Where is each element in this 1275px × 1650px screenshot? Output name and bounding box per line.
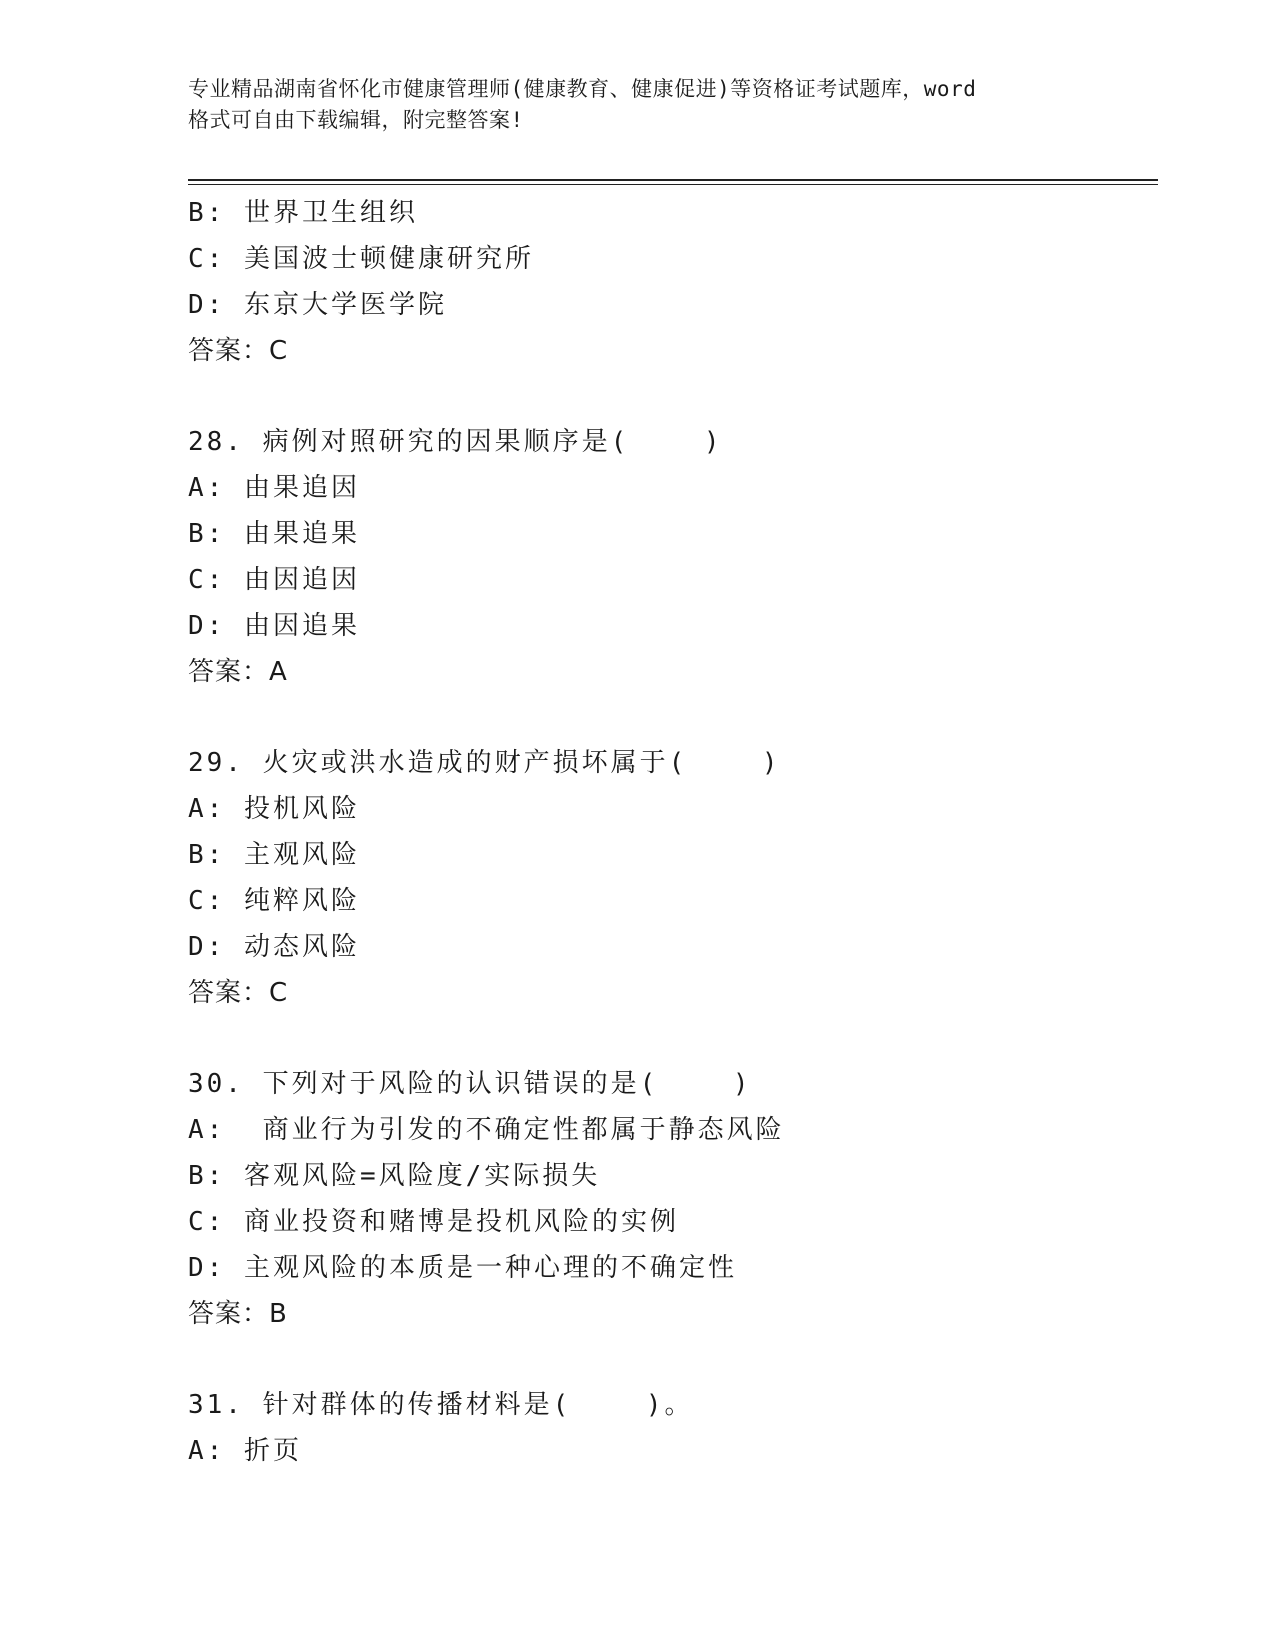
question-28 [188,419,1158,695]
question-stem: 29. 火灾或洪水造成的财产损坏属于( ) [188,748,781,778]
option-a: A: 折页 [188,1436,302,1466]
answer-line: 答案：C [188,978,289,1008]
question-27-continued [188,190,1158,374]
option-d: D: 由因追果 [188,611,360,641]
option-b: B: 客观风险=风险度/实际损失 [188,1161,601,1191]
header-line-1: 专业精品湖南省怀化市健康管理师(健康教育、健康促进)等资格证考试题库，word [188,77,977,101]
option-c: C: 美国波士顿健康研究所 [188,244,534,274]
option-b: B: 由果追果 [188,519,360,549]
option-a: A: 由果追因 [188,473,360,503]
answer-line: 答案：C [188,336,289,366]
page-header [188,74,1088,136]
question-30 [188,1061,1158,1337]
option-d: D: 动态风险 [188,932,360,962]
option-c: C: 纯粹风险 [188,886,360,916]
header-line-2: 格式可自由下载编辑，附完整答案! [188,108,524,132]
question-list [188,190,1158,1474]
option-c: C: 由因追因 [188,565,360,595]
question-stem: 31. 针对群体的传播材料是( )。 [188,1390,694,1420]
header-divider-thin [188,184,1158,185]
question-stem: 28. 病例对照研究的因果顺序是( ) [188,427,723,457]
option-d: D: 东京大学医学院 [188,290,447,320]
header-divider-thick [188,179,1158,181]
question-29 [188,740,1158,1016]
option-b: B: 世界卫生组织 [188,198,418,228]
option-c: C: 商业投资和赌博是投机风险的实例 [188,1207,679,1237]
option-b: B: 主观风险 [188,840,360,870]
option-d: D: 主观风险的本质是一种心理的不确定性 [188,1253,737,1283]
question-31 [188,1382,1158,1474]
question-stem: 30. 下列对于风险的认识错误的是( ) [188,1069,752,1099]
answer-line: 答案：A [188,657,288,687]
answer-line: 答案：B [188,1299,288,1329]
option-a: A: 商业行为引发的不确定性都属于静态风险 [188,1115,785,1145]
option-a: A: 投机风险 [188,794,360,824]
